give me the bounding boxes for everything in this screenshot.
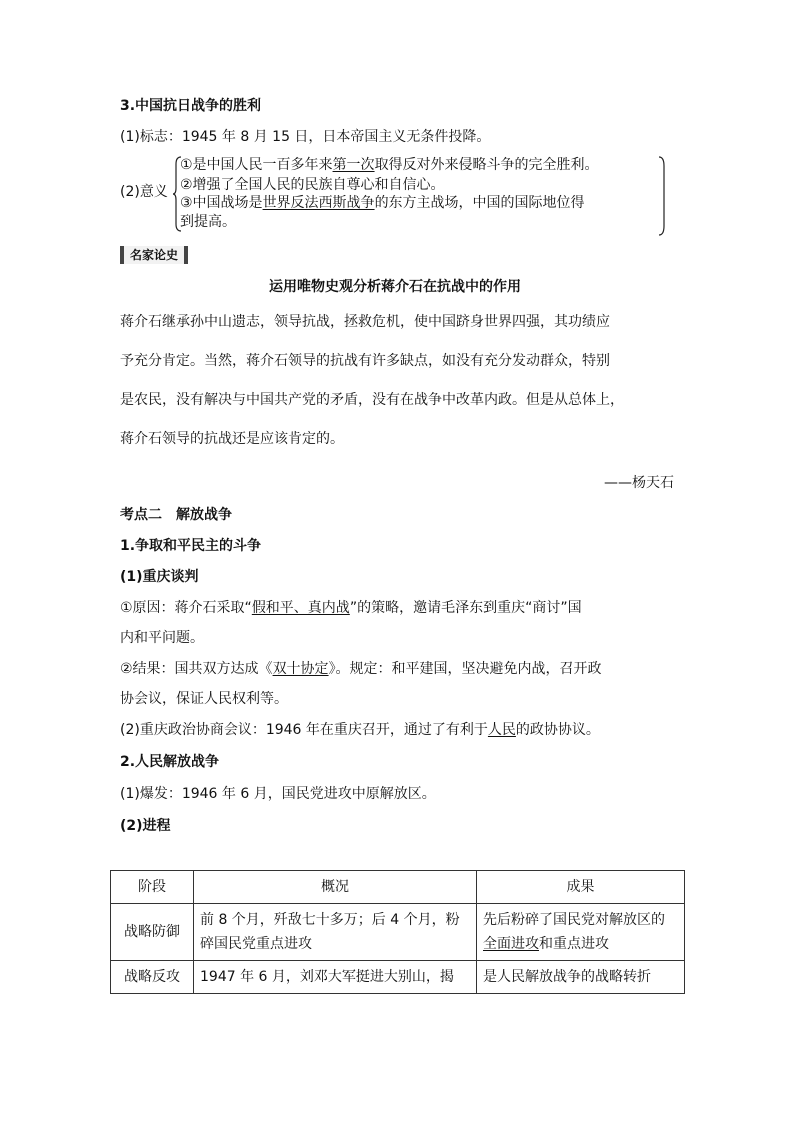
expert-author: ——杨天石 xyxy=(604,475,674,491)
section-title: 3.中国抗日战争的胜利 xyxy=(120,98,262,114)
meaning-item-1: ①是中国人民一百多年来第一次取得反对外来侵略斗争的完全胜利。 xyxy=(180,157,599,173)
point2-sub1: 1.争取和平民主的斗争 xyxy=(120,538,262,554)
reason-line-2: 内和平问题。 xyxy=(120,630,204,646)
result-line-1: ②结果：国共双方达成《双十协定》。规定：和平建国，坚决避免内战，召开政 xyxy=(120,661,602,677)
table-cell-overview: 前 8 个月，歼敌七十多万；后 4 个月，粉碎国民党重点进攻 xyxy=(194,904,477,961)
pcc-line: (2)重庆政治协商会议：1946 年在重庆召开，通过了有利于人民的政协协议。 xyxy=(120,722,600,738)
expert-line-4: 蒋介石领导的抗战还是应该肯定的。 xyxy=(120,431,344,447)
meaning-item-4: 到提高。 xyxy=(180,214,236,230)
result-line-2: 协会议，保证人民权利等。 xyxy=(120,691,288,707)
table-header-row xyxy=(111,871,685,904)
expert-line-1: 蒋介石继承孙中山遗志，领导抗战，拯救危机，使中国跻身世界四强，其功绩应 xyxy=(120,314,610,330)
meaning-block xyxy=(120,152,668,238)
chongqing-heading: (1)重庆谈判 xyxy=(120,569,199,585)
expert-line-2: 予充分肯定。当然，蒋介石领导的抗战有许多缺点，如没有充分发动群众，特别 xyxy=(120,353,610,369)
table-cell-result: 先后粉碎了国民党对解放区的全面进攻和重点进攻 xyxy=(477,904,685,961)
expert-line-3: 是农民，没有解决与中国共产党的矛盾，没有在战争中改革内政。但是从总体上， xyxy=(120,392,624,408)
table-cell-stage: 战略反攻 xyxy=(111,961,194,994)
point2-title: 考点二 解放战争 xyxy=(120,507,232,523)
table-cell-stage: 战略防御 xyxy=(111,904,194,961)
meaning-label: (2)意义 xyxy=(120,184,168,200)
outbreak-line: (1)爆发：1946 年 6 月，国民党进攻中原解放区。 xyxy=(120,786,436,802)
table-row xyxy=(111,904,685,961)
table-header: 概况 xyxy=(194,871,477,904)
table-row xyxy=(111,961,685,994)
point2-sub2: 2.人民解放战争 xyxy=(120,754,220,770)
victory-marker: (1)标志：1945 年 8 月 15 日，日本帝国主义无条件投降。 xyxy=(120,129,491,145)
expert-title: 运用唯物史观分析蒋介石在抗战中的作用 xyxy=(269,279,521,295)
table-cell-overview: 1947 年 6 月，刘邓大军挺进大别山，揭 xyxy=(194,961,477,994)
table-header: 阶段 xyxy=(111,871,194,904)
right-brace-icon xyxy=(658,156,668,236)
progress-heading: (2)进程 xyxy=(120,818,171,834)
meaning-item-3: ③中国战场是世界反法西斯战争的东方主战场，中国的国际地位得 xyxy=(180,195,585,211)
meaning-item-2: ②增强了全国人民的民族自尊心和自信心。 xyxy=(180,177,445,193)
table-cell-result: 是人民解放战争的战略转折 xyxy=(477,961,685,994)
reason-line-1: ①原因：蒋介石采取“假和平、真内战”的策略，邀请毛泽东到重庆“商讨”国 xyxy=(120,600,582,616)
expert-tag: 名家论史 xyxy=(120,246,188,264)
table-header: 成果 xyxy=(477,871,685,904)
war-stage-table xyxy=(110,870,685,994)
